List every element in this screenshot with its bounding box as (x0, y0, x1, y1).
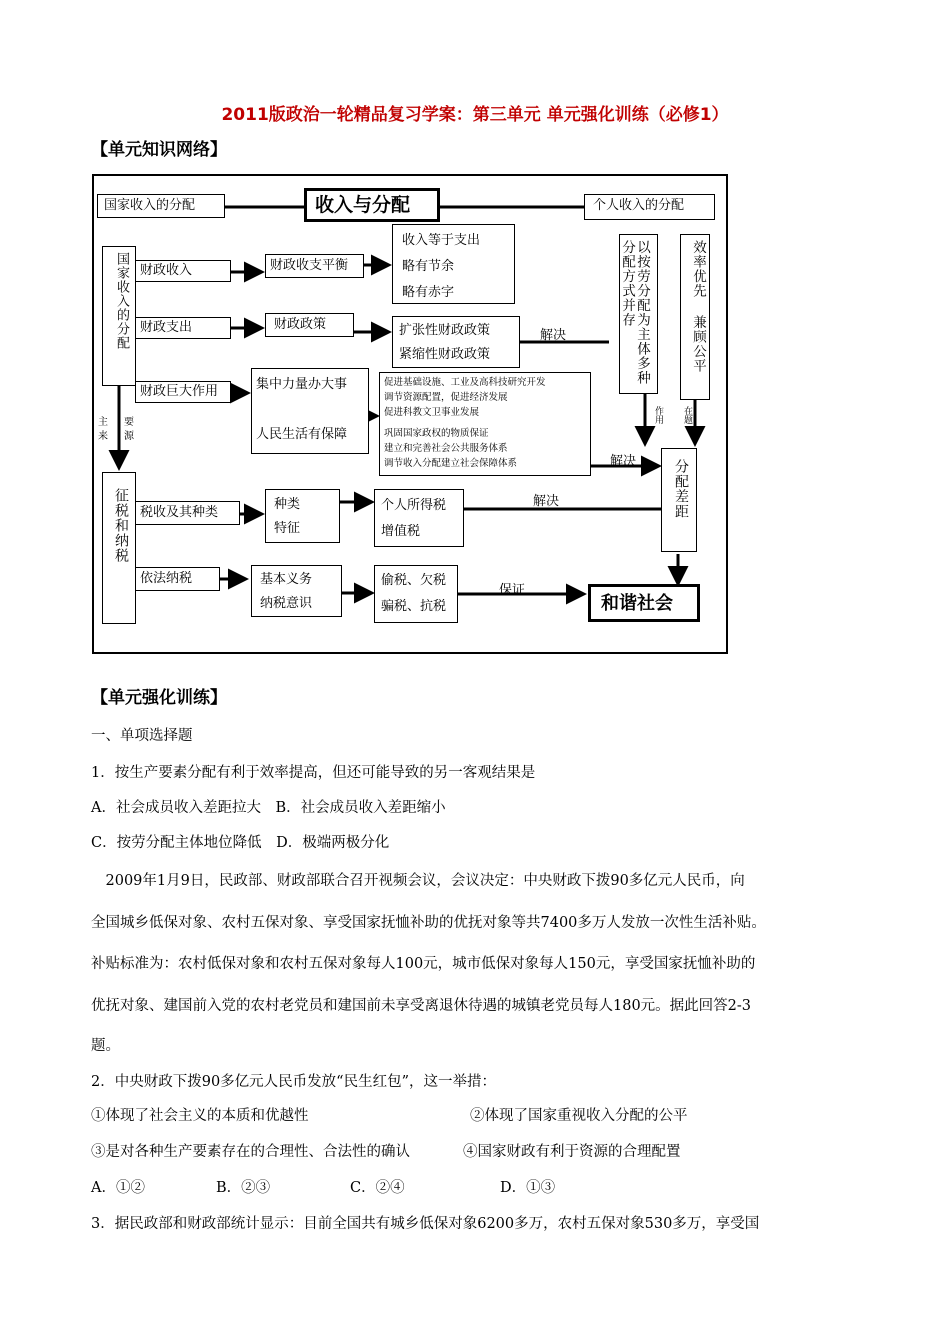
box-fiscal-spending: 财政支出 (135, 317, 231, 339)
box-fiscal-policy: 财政政策 (265, 313, 354, 337)
kind-item: 特征 (274, 521, 301, 536)
label-solve: 解决 (533, 494, 560, 509)
question-2-answer-b: B．②③ (216, 1180, 271, 1196)
box-labor-distribution: 以按劳分配为主体多种分配方式并存 (619, 234, 658, 394)
question-1: 1．按生产要素分配有利于效率提高，但还可能导致的另一客观结果是 (91, 765, 536, 781)
box-personal-distribution: 个人收入的分配 (584, 194, 715, 220)
section-knowledge-network: 【单元知识网络】 (91, 140, 227, 160)
question-2-answer-a: A．①② (91, 1180, 145, 1196)
question-3: 3．据民政部和财政部统计显示：目前全国共有城乡低保对象6200多万，农村五保对象530多万，享受国 (91, 1216, 760, 1232)
concentrate-line: 人民生活有保障 (256, 427, 348, 442)
label-solve: 解决 (540, 328, 567, 343)
role-item: 巩固国家政权的物质保证 (384, 428, 489, 439)
box-national-distribution-vertical: 国家收入的分配 (102, 246, 136, 386)
question-2-answer-d: D．①③ (500, 1180, 556, 1196)
evasion-item: 骗税、抗税 (381, 599, 447, 614)
duty-item: 基本义务 (260, 572, 313, 587)
question-2: 2．中央财政下拨90多亿元人民币发放“民生红包”，这一举措： (91, 1074, 496, 1090)
box-concentrate-strength (251, 368, 369, 454)
document-title: 2011版政治一轮精品复习学案：第三单元 单元强化训练（必修1） (221, 105, 729, 125)
question-1-options-ab: A．社会成员收入差距拉大 B．社会成员收入差距缩小 (91, 800, 446, 816)
evasion-item: 偷税、欠税 (381, 573, 447, 588)
duty-item: 纳税意识 (260, 596, 313, 611)
box-taxation-vertical: 征税和纳税 (102, 472, 136, 624)
label-guarantee: 保证 (499, 583, 526, 598)
tax-item: 增值税 (381, 524, 421, 539)
material-paragraph: 优抚对象、建国前入党的农村老党员和建国前未享受离退休待遇的城镇老党员每人180元。据此回答2-3 (91, 998, 752, 1014)
section-unit-training: 【单元强化训练】 (91, 688, 227, 708)
box-fiscal-role: 财政巨大作用 (135, 381, 231, 403)
label-topic: 在题 (682, 406, 692, 424)
material-paragraph: 2009年1月9日，民政部、财政部联合召开视频会议，会议决定：中央财政下拨90多亿元人民币，向 (91, 873, 745, 889)
material-paragraph: 补贴标准为：农村低保对象和农村五保对象每人100元，城市低保对象每人150元，享受国家抚恤补助的 (91, 956, 756, 972)
label-main: 主 来 (98, 417, 108, 442)
label-role: 作用 (653, 406, 663, 424)
balance-option: 收入等于支出 (402, 233, 481, 248)
heading-single-choice: 一、单项选择题 (91, 728, 193, 744)
question-1-options-cd: C．按劳分配主体地位降低 D．极端两极分化 (91, 835, 390, 851)
balance-option: 略有节余 (402, 259, 455, 274)
policy-option: 扩张性财政政策 (399, 323, 491, 338)
box-fiscal-income: 财政收入 (135, 260, 231, 282)
role-item: 调节收入分配建立社会保障体系 (384, 458, 518, 469)
tax-item: 个人所得税 (381, 498, 447, 513)
question-2-option-1: ①体现了社会主义的本质和优越性 (91, 1108, 309, 1124)
role-item: 促进基础设施、工业及高科技研究开发 (384, 377, 546, 388)
box-policy-options (392, 316, 520, 368)
box-harmonious-society: 和谐社会 (588, 584, 700, 622)
material-paragraph: 全国城乡低保对象、农村五保对象、享受国家抚恤补助的优抚对象等共7400多万人发放一次性生活补贴。 (91, 915, 766, 931)
label-source: 要 源 (124, 417, 134, 442)
box-fiscal-balance: 财政收支平衡 (265, 254, 364, 278)
kind-item: 种类 (274, 497, 301, 512)
box-kind-feature (265, 489, 340, 543)
label-solve: 解决 (610, 454, 637, 469)
box-national-distribution: 国家收入的分配 (97, 194, 225, 218)
concentrate-line: 集中力量办大事 (256, 377, 348, 392)
material-paragraph: 题。 (91, 1038, 120, 1054)
box-distribution-gap: 分配差距 (661, 448, 697, 552)
question-2-option-3: ③是对各种生产要素存在的合理性、合法性的确认 (91, 1144, 410, 1160)
box-basic-duty (251, 565, 342, 617)
role-item: 调节资源配置，促进经济发展 (384, 392, 508, 403)
box-balance-options (392, 224, 515, 304)
box-tax-examples (374, 489, 464, 547)
role-item: 建立和完善社会公共服务体系 (384, 443, 508, 454)
box-pay-tax-by-law: 依法纳税 (135, 567, 220, 591)
policy-option: 紧缩性财政政策 (399, 347, 491, 362)
role-item: 促进科教文卫事业发展 (384, 407, 480, 418)
knowledge-network-diagram (92, 174, 728, 654)
box-tax-kinds: 税收及其种类 (135, 501, 240, 525)
question-2-option-2: ②体现了国家重视收入分配的公平 (470, 1108, 688, 1124)
question-2-answer-c: C．②④ (350, 1180, 405, 1196)
box-income-and-distribution: 收入与分配 (304, 188, 440, 222)
box-fiscal-roles-list (379, 372, 591, 476)
box-efficiency-fairness: 效率优先 兼顾公平 (680, 234, 710, 400)
question-2-option-4: ④国家财政有利于资源的合理配置 (463, 1144, 681, 1160)
box-tax-evasion (374, 565, 458, 623)
balance-option: 略有赤字 (402, 285, 455, 300)
